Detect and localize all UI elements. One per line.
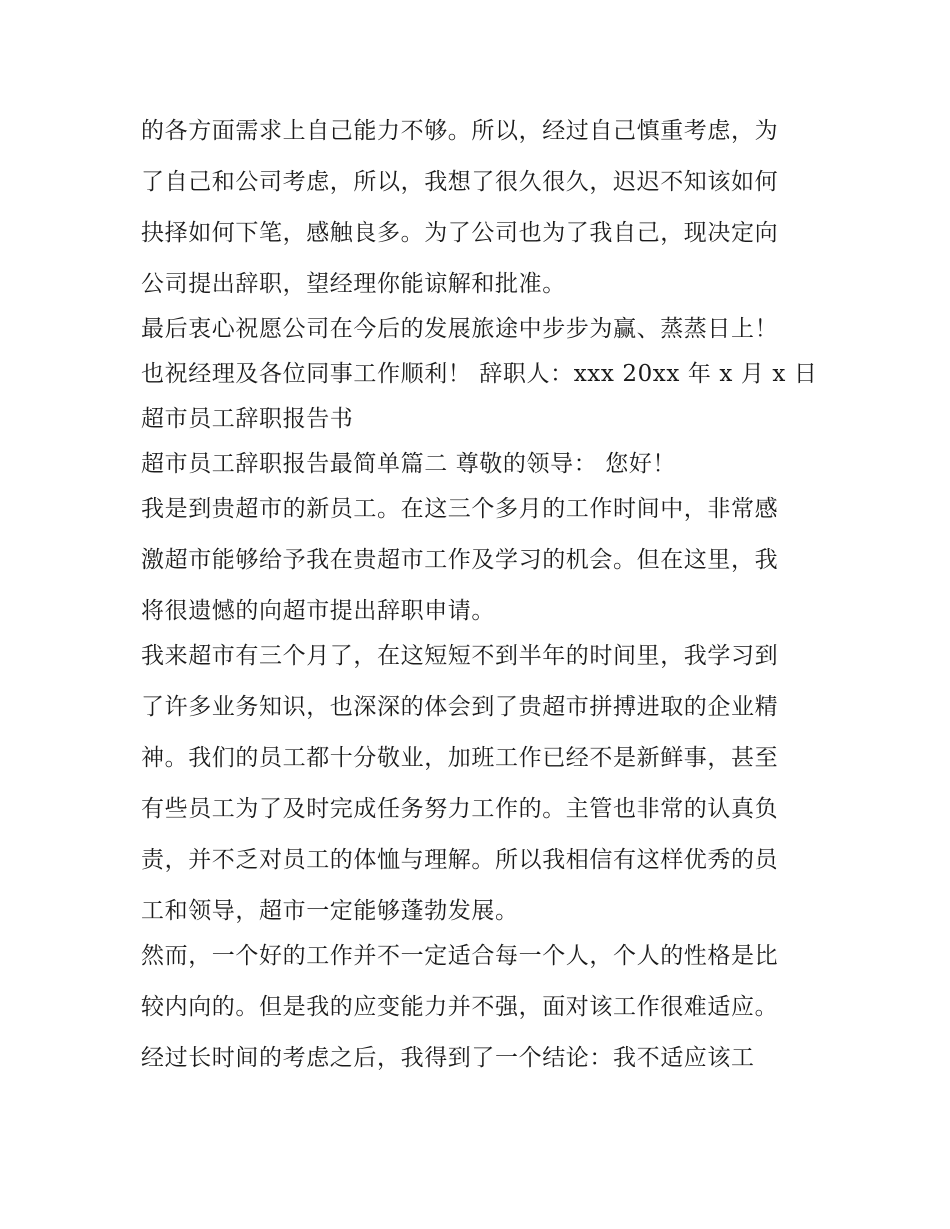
text-line: 经过长时间的考虑之后，我得到了一个结论：我不适应该工 bbox=[141, 1045, 755, 1071]
text-line: 有些员工为了及时完成任务努力工作的。主管也非常的认真负 bbox=[141, 796, 779, 822]
text-line: 公司提出辞职，望经理你能谅解和批准。 bbox=[141, 271, 566, 297]
text-line: 我是到贵超市的新员工。在这三个多月的工作时间中，非常感 bbox=[141, 496, 779, 522]
text-line: 将很遗憾的向超市提出辞职申请。 bbox=[141, 598, 495, 624]
text-line: 超市员工辞职报告书 bbox=[141, 406, 354, 432]
document-body bbox=[141, 108, 821, 1086]
text-line: 了许多业务知识，也深深的体会到了贵超市拼搏进取的企业精 bbox=[141, 694, 779, 720]
text-line: 我来超市有三个月了，在这短短不到半年的时间里，我学习到 bbox=[141, 643, 779, 669]
text-line: 神。我们的员工都十分敬业，加班工作已经不是新鲜事，甚至 bbox=[141, 745, 779, 771]
text-line: 超市员工辞职报告最简单篇二 尊敬的领导： 您好！ bbox=[141, 451, 677, 477]
text-line: 工和领导，超市一定能够蓬勃发展。 bbox=[141, 898, 519, 924]
text-line: 抉择如何下笔，感触良多。为了公司也为了我自己，现决定向 bbox=[141, 220, 779, 246]
text-line: 较内向的。但是我的应变能力并不强，面对该工作很难适应。 bbox=[141, 994, 779, 1020]
text-line: 的各方面需求上自己能力不够。所以，经过自己慎重考虑，为 bbox=[141, 118, 779, 144]
text-line: 激超市能够给予我在贵超市工作及学习的机会。但在这里，我 bbox=[141, 547, 779, 573]
text-line: 然而，一个好的工作并不一定适合每一个人，个人的性格是比 bbox=[141, 943, 779, 969]
text-line: 最后衷心祝愿公司在今后的发展旅途中步步为赢、蒸蒸日上！ bbox=[141, 316, 779, 342]
text-line: 也祝经理及各位同事工作顺利！ 辞职人：xxx 20xx 年 x 月 x 日 bbox=[141, 361, 818, 387]
text-line: 责，并不乏对员工的体恤与理解。所以我相信有这样优秀的员 bbox=[141, 847, 779, 873]
text-line: 了自己和公司考虑，所以，我想了很久很久，迟迟不知该如何 bbox=[141, 169, 779, 195]
